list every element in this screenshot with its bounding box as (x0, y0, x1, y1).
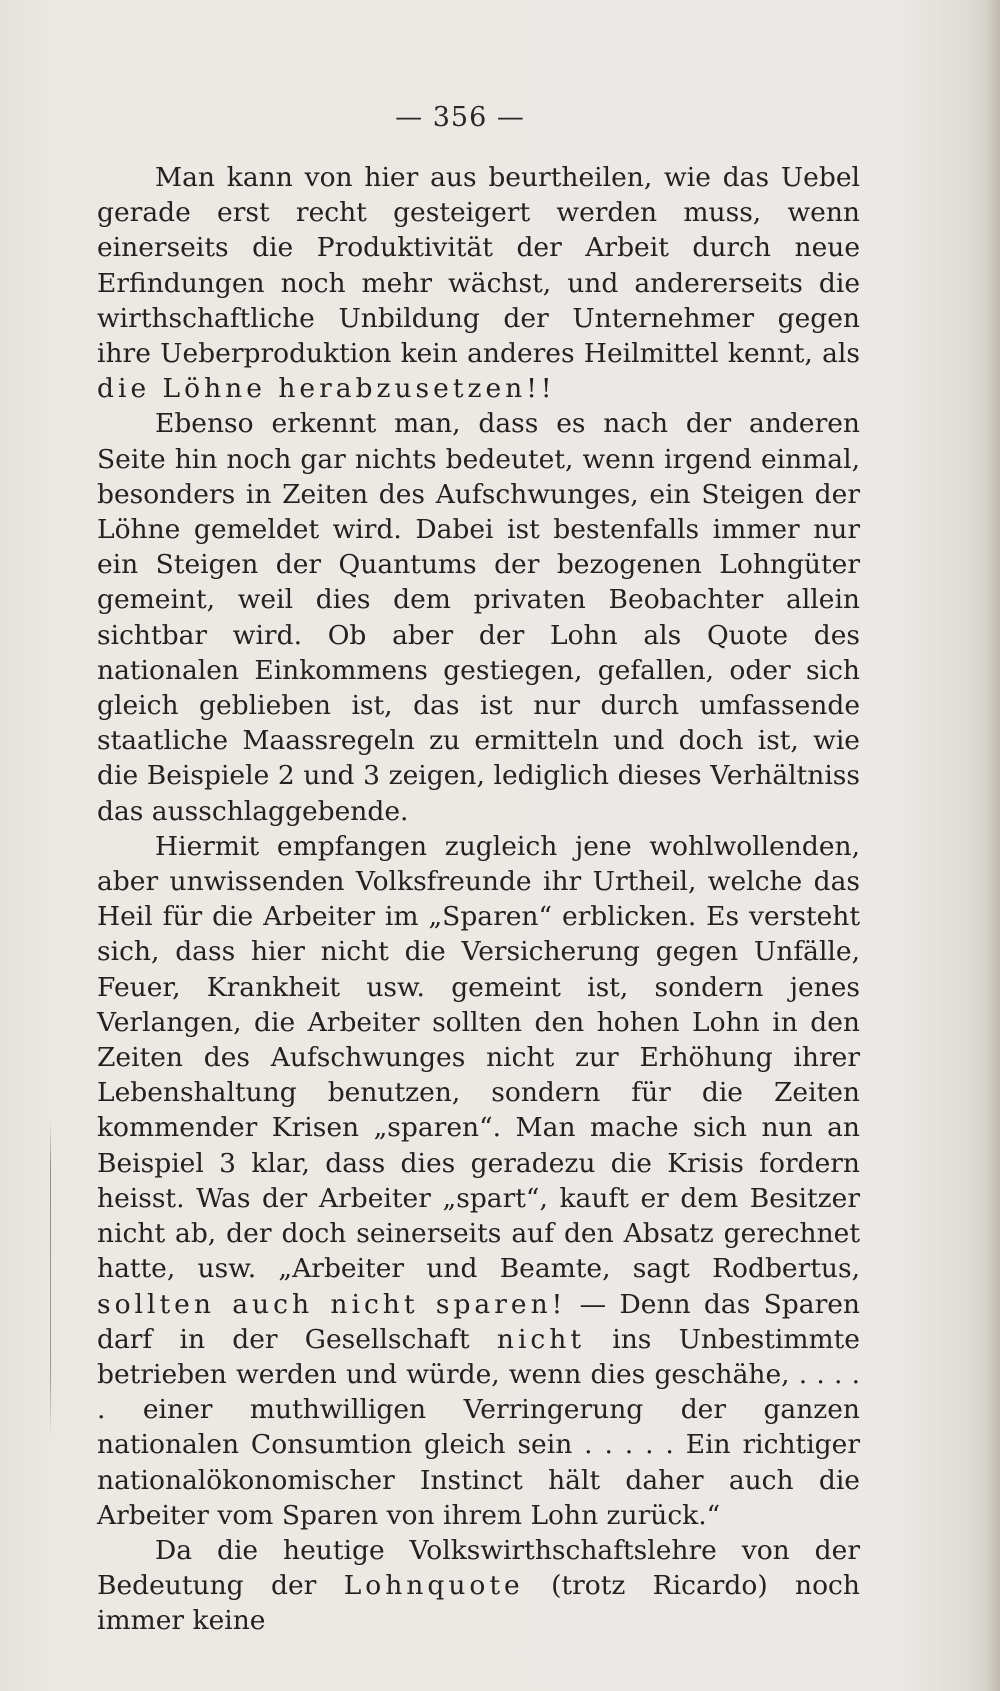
emphasis-sollten-auch-nicht-sparen: sollten auch nicht sparen! (97, 1288, 567, 1320)
emphasis-nicht: nicht (496, 1323, 585, 1355)
page-number: — 356 — (395, 102, 525, 133)
paragraph-4-text-2: (trotz Ricardo) noch immer keine (97, 1570, 860, 1637)
paragraph-1 (97, 160, 860, 406)
text-body (97, 160, 860, 1639)
paragraph-3-text-2: — Denn das Sparen darf in der Gesellschaft (97, 1288, 860, 1355)
paragraph-3-text-3: ins Unbestimmte betrieben werden und würde, wenn dies geschähe, . . . . . einer muthwilligen Verringerung der ganzen nationalen Consumtion gleich sein . . . . . Ein richtiger nationalökonomischer Instinct hält daher auch die Arbeiter vom Sparen von ihrem Lohn zurück.“ (97, 1323, 860, 1531)
paragraph-1-text: Man kann von hier aus beurtheilen, wie das Uebel gerade erst recht gesteigert werden muss, wenn einerseits die Produktivität der Arbeit durch neue Erfindungen noch mehr wächst, und andererseits die wirthschaftliche Unbildung der Unternehmer gegen ihre Ueberproduktion kein anderes Heilmittel kennt, als (97, 162, 860, 370)
emphasis-lohnquote: Lohnquote (343, 1570, 524, 1602)
paragraph-4 (97, 1533, 860, 1639)
emphasis-loehne-herabzusetzen: die Löhne herabzusetzen! (97, 373, 541, 405)
paragraph-3 (97, 829, 860, 1533)
paragraph-3-text-1: Hiermit empfangen zugleich jene wohlwollenden, aber unwissenden Volksfreunde ihr Urtheil, welche das Heil für die Arbeiter im „Sparen“ erblicken. Es versteht sich, dass hier nicht die Versicherung gegen Unfälle, Feuer, Krankheit usw. gemeint ist, sondern jenes Verlangen, die Arbeiter sollten den hohen Lohn in den Zeiten des Aufschwunges nicht zur Erhöhung ihrer Lebenshaltung benutzen, sondern für die Zeiten kommender Krisen „sparen“. Man mache sich nun an Beispiel 3 klar, dass dies geradezu die Krisis fordern heisst. Was der Arbeiter „spart“, kauft er dem Besitzer nicht ab, der doch seinerseits auf den Absatz gerechnet hatte, usw. „Arbeiter und Beamte, sagt Rodbertus, (97, 830, 860, 1285)
page-edge-shadow (986, 0, 1000, 1691)
paragraph-1-end: ! (540, 373, 552, 405)
paragraph-2: Ebenso erkennt man, dass es nach der anderen Seite hin noch gar nichts bedeutet, wenn irgend einmal, besonders in Zeiten des Aufschwunges, ein Steigen der Löhne gemeldet wird. Dabei ist bestenfalls immer nur ein Steigen der Quantums der bezogenen Lohngüter gemeint, weil dies dem privaten Beobachter allein sichtbar wird. Ob aber der Lohn als Quote des nationalen Einkommens gestiegen, gefallen, oder sich gleich geblieben ist, das ist nur durch umfassende staatliche Maassregeln zu ermitteln und doch ist, wie die Beispiele 2 und 3 zeigen, lediglich dieses Verhältniss das ausschlaggebende. (97, 408, 860, 827)
margin-pencil-mark (50, 1120, 51, 1440)
paragraph-4-text-1: Da die heutige Volkswirthschaftslehre von der Bedeutung der (97, 1534, 860, 1602)
